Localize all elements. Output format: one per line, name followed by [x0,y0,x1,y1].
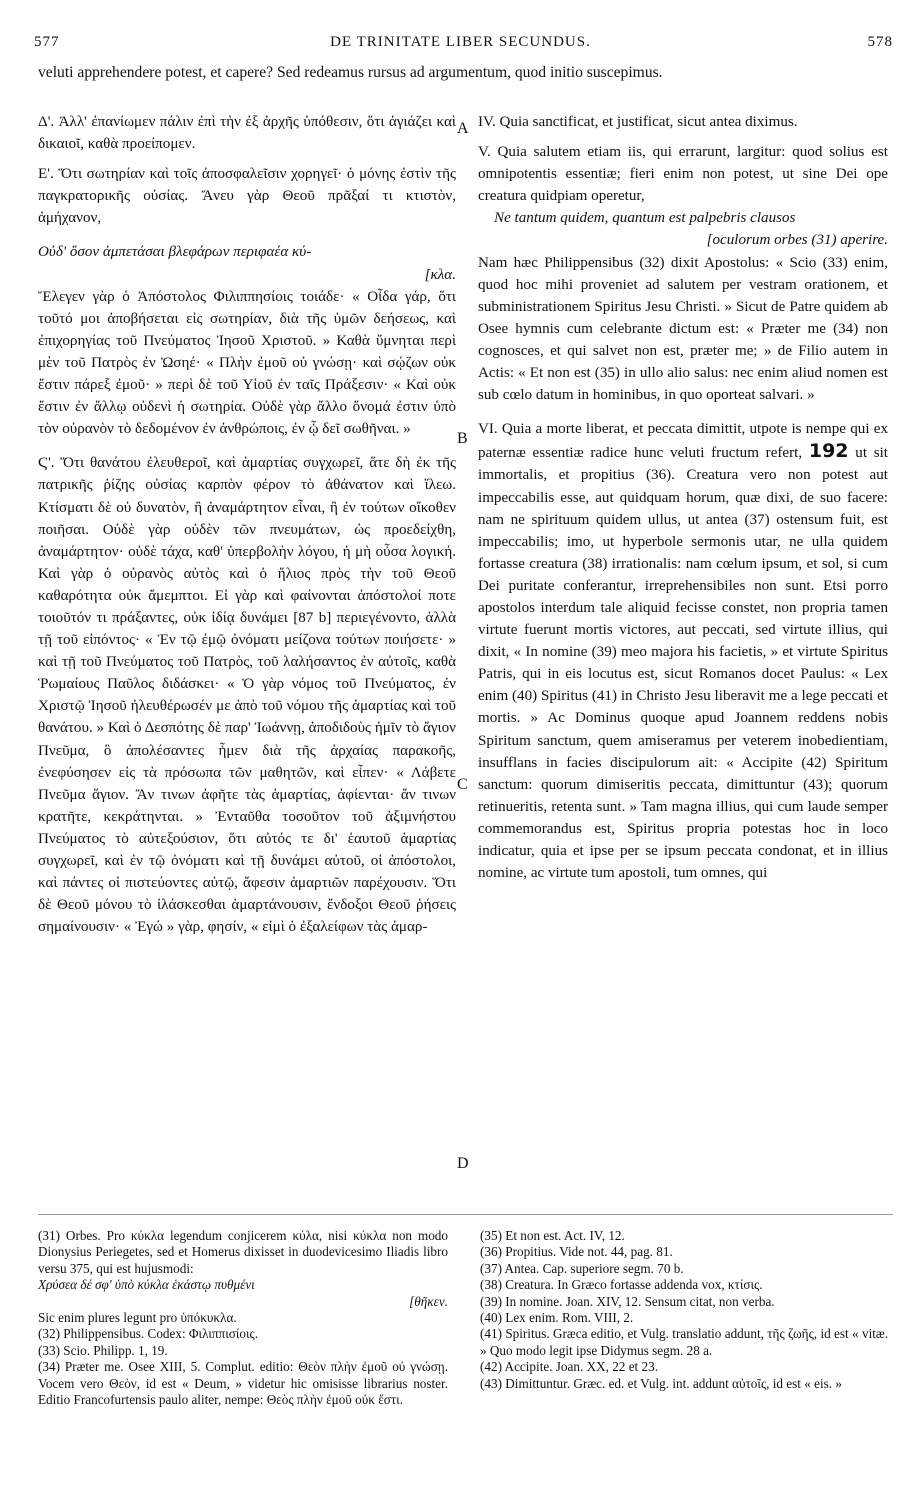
latin-column [478,111,888,884]
margin-letter-c: C [457,776,468,793]
latin-verse-line: Ne tantum quidem, quantum est palpebris clausos [494,210,796,227]
footnote-33: (33) Scio. Philipp. 1, 19. [38,1342,168,1358]
footnote-36: (36) Propitius. Vide not. 44, pag. 81. [480,1244,673,1260]
footnote-43: (43) Dimittuntur. Græc. ed. et Vulg. int. addunt αὐτοῖς, id est « eis. » [480,1375,842,1391]
greek-verse-line: Οὐδ' ὅσον ἀμπετάσαι βλεφάρων περιφαέα κύ- [38,244,312,261]
latin-section-5-body: Nam hæc Philippensibus (32) dixit Apostolus: « Scio (33) enim, quod hoc mihi proveniet ad salutem per vestram orationem, et subministrationem Spiritus Jesu Christi. » Sicut de Patre quidem ab Osee hymnis cum celebrante dictum est: « Præter me (34) non cognosces, et qui salvet non est, præter me; » de Filio autem in Actis: « Et non est (35) in ullo alio salus: nec enim aliud nomen est sub cœlo datum in hominibus, in quo oporteat salvari. » [478,254,888,404]
latin-verse-continuation: [oculorum orbes (31) aperire. [706,232,888,249]
footnote-40: (40) Lex enim. Rom. VIII, 2. [480,1310,634,1326]
column-number: 192 [808,440,849,463]
footnote-rule [38,1214,893,1215]
latin-section-5: V. Quia salutem etiam iis, qui errarunt, largitur: quod solius est omnipotentis essentiæ; fieri enim non potest, ut sine Dei ope creatura quidpiam operetur, [478,144,888,205]
footnote-35: (35) Et non est. Act. IV, 12. [480,1228,625,1243]
footnote-34: (34) Præter me. Osee XIII, 5. Complut. editio: Θεὸν πλὴν ἐμοῦ οὐ γνώσῃ. Vocem vero Θεὸν, id est « Deum, » videtur hic omisisse librarius noster. Editio Francofurtensis paulo aliter, nempe: Θεὸς πλὴν ἐμοῦ οὐκ ἔστι. [38,1359,448,1408]
margin-letter-b: B [457,430,468,447]
greek-verse-continuation: [κλα. [424,266,456,283]
latin-section-6 [478,418,888,884]
footnote-37: (37) Antea. Cap. superiore segm. 70 b. [480,1260,684,1276]
running-title: DE TRINITATE LIBER SECUNDUS. [330,34,591,50]
footnote-38: (38) Creatura. In Græco fortasse addenda vox, κτίσις. [480,1277,763,1293]
left-page-number: 577 [34,34,60,50]
footnote-31-tail: Sic enim plures legunt pro ὑπόκυκλα. [38,1310,237,1326]
latin-section-6-start: VI. Quia a morte liberat, et peccata dimittit, utpote is nempe qui ex paternæ essentiæ radice hunc veluti fructum refert, [478,421,888,462]
latin-section-4: IV. Quia sanctificat, et justificat, sicut antea diximus. [478,114,798,130]
footnote-31-verse-continuation: [θῆκεν. [409,1293,448,1309]
running-header [28,34,893,56]
latin-section-6-body: ut sit immortalis, et propitius (36). Creatura vero non potest aut impeccabilis esse, aut quidquam horum, quæ dixi, de suo facere: nam ne spirituum quidem ullus, ut antea (37) ostensum fuit, est impeccabilis; imo, ut hyperbole sermonis utar, ne ulla quidem fortasse creatura (38) irrationalis: nam cœlum ipsum, et sol, si cum Dei puritate conferantur, irreprehensibiles non sunt. Etsi porro apostolos interdum tale aliquid fecisse constet, non propria tamen virtute fuerunt mortis victores, aut peccati, sed virtute illius, qui dixit, « In nomine (39) meo majora his facietis, » et virtute Spiritus Patris, qui in eis locutus est, sicut Romanos docet Paulus: « Lex enim (40) Spiritus (41) in Christo Jesu liberavit me a lege peccati et mortis. » Ac Dominus quoque apud Joannem reddens nobis Spiritum sanctum, quem amiseramus per veterem inobedientiam, insufflans in facies discipulorum ait: « Accipite (42) Spiritum sanctum: quorum dimiseritis peccata, dimittuntur (43); quorum retinueritis, retenta sunt. » Tam magna illius, qui cum laude semper commemorandus est, Spiritus propria potestas hoc in loco indicatur, quia et ipse per se ipsum peccata condonat, et in illius nomine, ac virtute tum apostoli, tum omnes, qui [478,445,888,882]
greek-column [38,111,456,938]
right-page-number: 578 [867,34,893,50]
footnotes-right [480,1228,888,1392]
greek-section-5: Ε'. Ὅτι σωτηρίαν καὶ τοῖς ἀποσφαλεῖσιν χορηγεῖ· ὁ μόνης ἐστὶν τῆς παγκρατορικῆς οὐσίας. Ἄνευ γὰρ Θεοῦ πρᾶξαί τι κτιστὸν, ἀμήχανον, [38,166,456,227]
footnote-42: (42) Accipite. Joan. XX, 22 et 23. [480,1359,658,1375]
greek-section-6: Ϛ'. Ὅτι θανάτου ἐλευθεροῖ, καὶ ἁμαρτίας συγχωρεῖ, ἅτε δὴ ἐκ τῆς πατρικῆς ῥίζης οὐσίας καρπὸν φέρον τὸ ἀθάνατον καὶ ἵλεω. Κτίσματι δὲ οὐ δυνατὸν, ἢ ἀναμάρτητον εἶναι, ἢ ἐν τούτων οἴκοθεν ποιῆσαι. Οὐδὲ γὰρ οὐδὲν τῶν πνευμάτων, ὡς προεδείχθη, ἀναμάρτητον· οὐδὲ τάχα, καθ' ὑπερβολὴν λόγου, ἡ μὴ οὖσα λογική. Καὶ γὰρ ὁ οὐρανὸς αὐτὸς καὶ ὁ ἥλιος πρὸς τὴν τοῦ Θεοῦ καθαρότητα οὐκ ἄμεμπτοι. Εἰ γὰρ καὶ φαίνονται ἀπόστολοί ποτε τοιοῦτόν τι πράξαντες, οὐκ ἰδίᾳ δυνάμει [87 b] περιεγένοντο, ἀλλὰ τῇ τοῦ εἰπόντος· « Ἐν τῷ ἐμῷ ὀνόματι μείζονα τούτων ποιήσετε· » καὶ τῇ τοῦ Πνεύματος τοῦ Πατρὸς, τοῦ λαλήσαντος ἐν αὐτοῖς, καθὰ Ῥωμαίους Παῦλος διδάσκει· « Ὁ γὰρ νόμος τοῦ Πνεύματος, ἐν Χριστῷ Ἰησοῦ ἠλευθέρωσέν με ἀπὸ τοῦ νόμου τῆς ἁμαρτίας καὶ τοῦ θανάτου. » Καὶ ὁ Δεσπότης δὲ παρ' Ἰωάννῃ, ἀποδιδοὺς ἡμῖν τὸ ἅγιον Πνεῦμα, ὃ ἀπολέσαντες ἦμεν διὰ τῆς ἀρχαίας παρακοῆς, ἐνεφύσησεν εἰς τὰ πρόσωπα τῶν μαθητῶν, καὶ εἶπεν· « Λάβετε Πνεῦμα ἅγιον. Ἄν τινων ἀφῆτε τὰς ἁμαρτίας, ἀφίενται· ἄν τινων κρατῆτε, κεκράτηνται. » Ἐνταῦθα τοσοῦτον τοῦ ἀξιμνήστου Πνεύματος τὸ αὐτεξούσιον, ὅτι αὐτός τε δι' ἑαυτοῦ ἁμαρτίας συγχωρεῖ, καὶ ἐν τῷ ὀνόματι καὶ τῇ δυνάμει αὐτοῦ, οἱ ἀπόστολοι, καὶ πάντες οἱ πιστεύοντες αὐτῷ, ἄφεσιν ἁμαρτιῶν παρέχουσιν. Ὅτι δὲ Θεοῦ μόνου τὸ ἱλάσκεσθαι ἁμαρτάνουσιν, ἔνδοξοι Θεοῦ ῥήσεις σημαίνουσιν· « Ἐγώ » γὰρ, φησίν, « εἰμὶ ὁ ἐξαλείφων τὰς ἁμαρ- [38,455,456,936]
greek-section-4: Δ'. Ἀλλ' ἐπανίωμεν πάλιν ἐπὶ τὴν ἐξ ἀρχῆς ὑπόθεσιν, ὅτι ἁγιάζει καὶ δικαιοῖ, καθὰ προείπομεν. [38,114,456,153]
footnote-39: (39) In nomine. Joan. XIV, 12. Sensum citat, non verba. [480,1293,775,1309]
margin-letter-d: D [457,1155,469,1172]
footnotes-left [38,1228,448,1408]
continuation-line: veluti apprehendere potest, et capere? Sed redeamus rursus ad argumentum, quod initio suscepimus. [38,64,663,81]
footnote-31: (31) Orbes. Pro κύκλα legendum conjicerem κύλα, nisi κύκλα non modo Dionysius Periegetes, sed et Homerus dixisset in duodevicesimo Iliadis libro versu 375, qui est hujusmodi: [38,1228,448,1276]
footnote-32: (32) Philippensibus. Codex: Φιλιππισίοις. [38,1326,259,1342]
footnote-31-verse: Χρύσεα δέ σφ' ὑπὸ κύκλα ἑκάστῳ πυθμένι [38,1277,255,1293]
greek-section-5-body: Ἔλεγεν γὰρ ὁ Ἀπόστολος Φιλιππησίοις τοιάδε· « Οἶδα γάρ, ὅτι τοῦτό μοι ἀποβήσεται εἰς σωτηρίαν, διὰ τῆς ὑμῶν δεήσεως, καὶ ἐπιχορηγίας τοῦ Πνεύματος Ἰησοῦ Χριστοῦ. » Καθὰ ὕμνηται περὶ μὲν τοῦ Πατρὸς ἐν Ὠσηέ· « Πλὴν ἐμοῦ οὐ γνώσῃ· καὶ σῴζων οὐκ ἔστιν πάρεξ ἐμοῦ· » περὶ δὲ τοῦ Υἱοῦ ἐν ταῖς Πράξεσιν· « Καὶ οὐκ ἔστιν ἐν ἄλλῳ οὐδενὶ ἡ σωτηρία. Οὐδὲ γὰρ ἄλλο ὄνομά ἐστιν ὑπὸ τὸν οὐρανὸν τὸ δεδομένον ἐν ἀνθρώποις, ἐν ᾧ δεῖ σωθῆναι. » [38,288,456,438]
margin-letter-a: A [457,120,469,137]
footnote-41: (41) Spiritus. Græca editio, et Vulg. translatio addunt, τῆς ζωῆς, id est « vitæ. » Quo modo legit ipse Didymus segm. 28 a. [480,1326,888,1358]
